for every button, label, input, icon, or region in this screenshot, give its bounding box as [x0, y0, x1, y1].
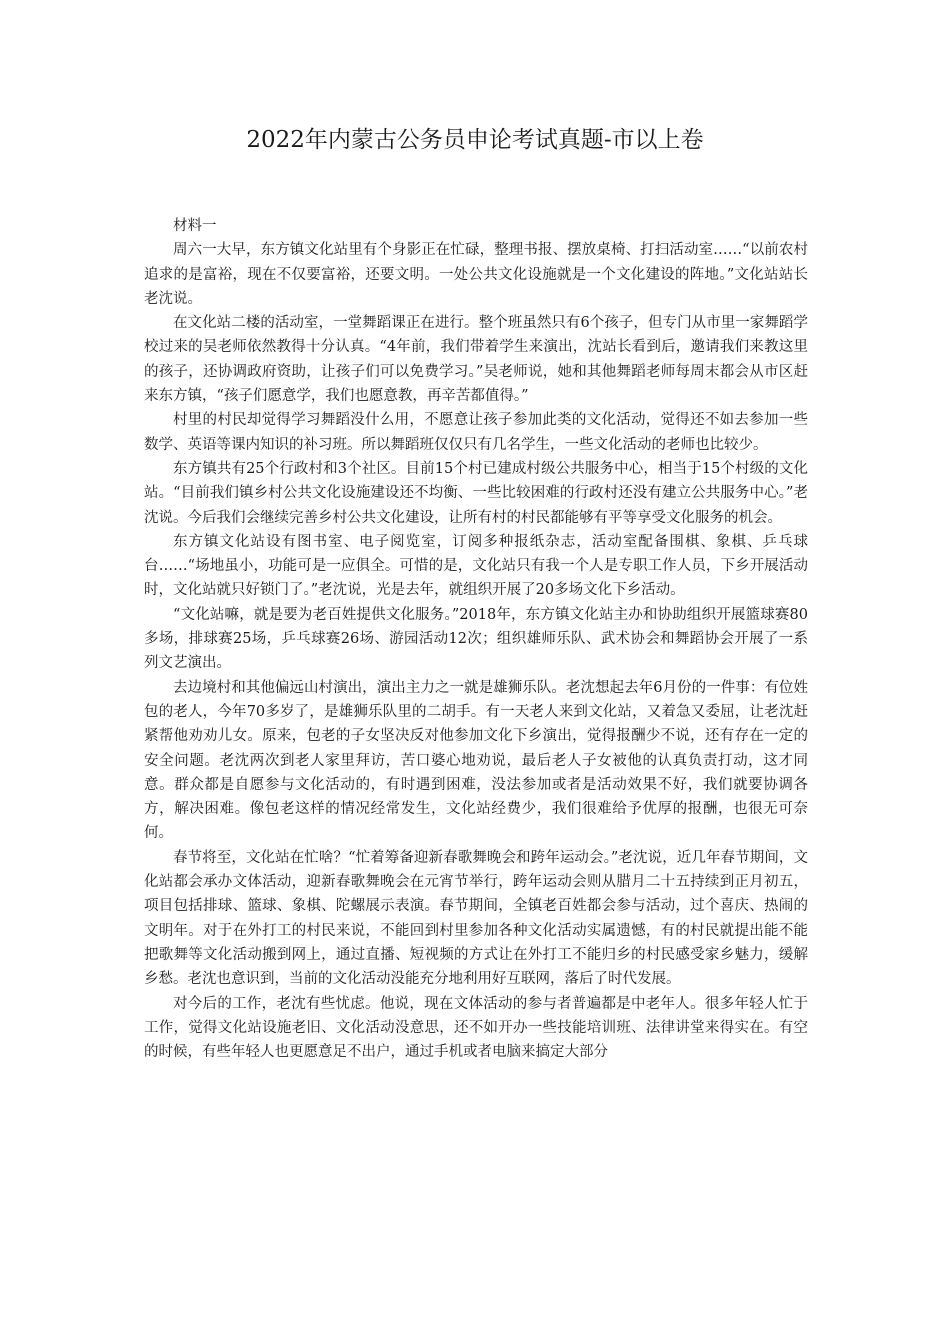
document-body	[144, 214, 808, 1064]
paragraph: 去边境村和其他偏远山村演出，演出主力之一就是雄狮乐队。老沈想起去年6月份的一件事：有位姓包的老人，今年70多岁了，是雄狮乐队里的二胡手。有一天老人来到文化站，又着急又委屈，让老沈赶紧帮他劝劝儿女。原来，包老的子女坚决反对他参加文化下乡演出，觉得报酬少不说，还有存在一定的安全问题。老沈两次到老人家里拜访，苦口婆心地劝说，最后老人子女被他的认真负责打动，这才同意。群众都是自愿参与文化活动的，有时遇到困难，没法参加或者是活动效果不好，我们就要协调各方，解决困难。像包老这样的情况经常发生，文化站经费少，我们很难给予优厚的报酬，也很无可奈何。	[144, 679, 808, 842]
document-title: 2022年内蒙古公务员申论考试真题-市以上卷	[246, 127, 704, 153]
section-label: 材料一	[173, 218, 217, 234]
paragraph: 春节将至，文化站在忙啥？“忙着筹备迎新春歌舞晚会和跨年运动会。”老沈说，近几年春节期间，文化站都会承办文体活动，迎新春歌舞晚会在元宵节举行，跨年运动会则从腊月二十五持续到正月初五，项目包括排球、篮球、象棋、陀螺展示表演。春节期间，全镇老百姓都会参与活动，过个喜庆、热闹的文明年。对于在外打工的村民来说，不能回到村里参加各种文化活动实属遗憾，有的村民就提出能不能把歌舞等文化活动搬到网上，通过直播、短视频的方式让在外打工不能归乡的村民感受家乡魅力，缓解乡愁。老沈也意识到，当前的文化活动没能充分地利用好互联网，落后了时代发展。	[144, 849, 808, 988]
paragraph: 对今后的工作，老沈有些忧虑。他说，现在文体活动的参与者普遍都是中老年人。很多年轻人忙于工作，觉得文化站设施老旧、文化活动没意思，还不如开办一些技能培训班、法律讲堂来得实在。有空的时候，有些年轻人也更愿意足不出户，通过手机或者电脑来搞定大部分	[144, 995, 808, 1061]
paragraph: “文化站嘛，就是要为老百姓提供文化服务。”2018年，东方镇文化站主办和协助组织开展篮球赛80多场，排球赛25场，乒乓球赛26场、游园活动12次；组织雄师乐队、武术协会和舞蹈协会开展了一系列文艺演出。	[144, 606, 808, 672]
paragraph: 东方镇共有25个行政村和3个社区。目前15个村已建成村级公共服务中心，相当于15个村级的文化站。“目前我们镇乡村公共文化设施建设还不均衡、一些比较困难的行政村还没有建立公共服务中心。”老沈说。今后我们会继续完善乡村公共文化建设，让所有村的村民都能够有平等享受文化服务的机会。	[144, 460, 808, 526]
paragraph: 村里的村民却觉得学习舞蹈没什么用，不愿意让孩子参加此类的文化活动，觉得还不如去参加一些数学、英语等课内知识的补习班。所以舞蹈班仅仅只有几名学生，一些文化活动的老师也比较少。	[144, 412, 808, 453]
paragraph: 周六一大早，东方镇文化站里有个身影正在忙碌，整理书报、摆放桌椅、打扫活动室……“以前农村追求的是富裕，现在不仅要富裕，还要文明。一处公共文化设施就是一个文化建设的阵地。”文化站站长老沈说。	[144, 242, 808, 307]
paragraph: 东方镇文化站设有图书室、电子阅览室，订阅多种报纸杂志，活动室配备围棋、象棋、乒乓球台……“场地虽小，功能可是一应俱全。可惜的是，文化站只有我一个人是专职工作人员，下乡开展活动时，文化站就只好锁门了。”老沈说，光是去年，就组织开展了20多场文化下乡活动。	[144, 533, 808, 599]
paragraph: 在文化站二楼的活动室，一堂舞蹈课正在进行。整个班虽然只有6个孩子，但专门从市里一家舞蹈学校过来的吴老师依然教得十分认真。“4年前，我们带着学生来演出，沈站长看到后，邀请我们来教这里的孩子，还协调政府资助，让孩子们可以免费学习。”吴老师说，她和其他舞蹈老师每周末都会从市区赶来东方镇，“孩子们愿意学，我们也愿意教，再辛苦都值得。”	[144, 315, 808, 405]
